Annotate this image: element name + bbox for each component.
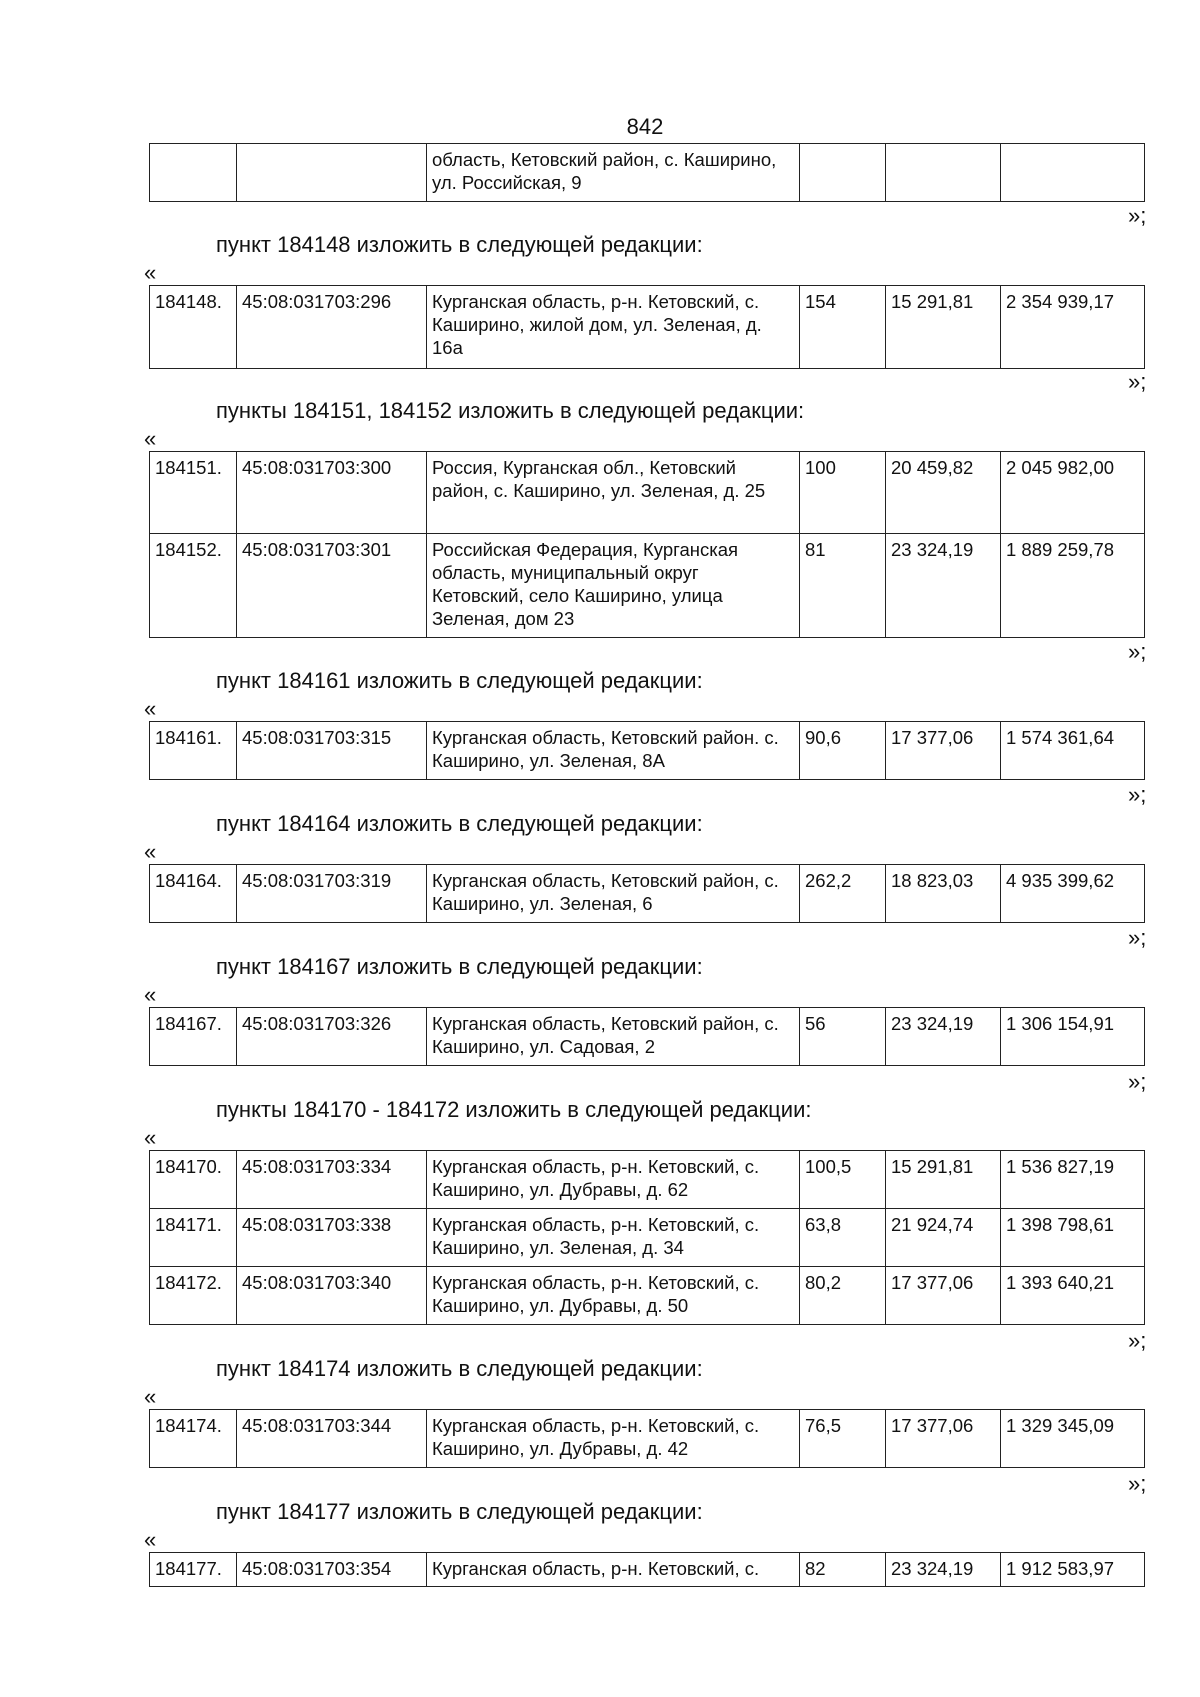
cell-number: [150, 144, 237, 202]
cell-area: 63,8: [800, 1209, 886, 1267]
cell-address: Курганская область, р-н. Кетовский, с. Каширино, ул. Дубравы, д. 50: [427, 1267, 800, 1325]
page-number: 842: [626, 114, 664, 139]
cell-number: 184152.: [150, 534, 237, 638]
cell-cost: 1 306 154,91: [1001, 1008, 1145, 1066]
cell-cadastral: 45:08:031703:344: [237, 1410, 427, 1468]
cell-area: 82: [800, 1553, 886, 1587]
cell-price: 21 924,74: [886, 1209, 1001, 1267]
cell-price: [886, 144, 1001, 202]
cell-number: 184174.: [150, 1410, 237, 1468]
cell-number: 184167.: [150, 1008, 237, 1066]
cell-number: 184177.: [150, 1553, 237, 1587]
cell-price: 17 377,06: [886, 722, 1001, 780]
amendment-intro: пункт 184167 изложить в следующей редакции:: [216, 954, 703, 979]
cell-number: 184172.: [150, 1267, 237, 1325]
cell-area: 56: [800, 1008, 886, 1066]
cell-cadastral: 45:08:031703:354: [237, 1553, 427, 1587]
cell-price: 17 377,06: [886, 1267, 1001, 1325]
cell-address: область, Кетовский район, с. Каширино, ул. Российская, 9: [427, 144, 800, 202]
amendment-table: [149, 864, 1145, 923]
amendment-intro: пункт 184177 изложить в следующей редакции:: [216, 1499, 703, 1524]
table-row: [150, 534, 1145, 638]
open-quote: «: [144, 260, 157, 285]
table-row: [150, 1267, 1145, 1325]
amendment-intro: пункт 184174 изложить в следующей редакции:: [216, 1356, 703, 1381]
open-quote: «: [144, 1527, 157, 1552]
cell-number: 184170.: [150, 1151, 237, 1209]
close-quote: »;: [1128, 203, 1147, 228]
cell-cadastral: 45:08:031703:301: [237, 534, 427, 638]
cell-price: 23 324,19: [886, 1008, 1001, 1066]
cell-cadastral: 45:08:031703:334: [237, 1151, 427, 1209]
amendment-intro: пункт 184148 изложить в следующей редакции:: [216, 232, 703, 257]
cell-area: 262,2: [800, 865, 886, 923]
cell-price: 20 459,82: [886, 452, 1001, 534]
cell-address: Курганская область, р-н. Кетовский, с. Каширино, ул. Дубравы, д. 62: [427, 1151, 800, 1209]
cell-price: 23 324,19: [886, 534, 1001, 638]
close-quote: »;: [1128, 925, 1147, 950]
cell-cadastral: 45:08:031703:319: [237, 865, 427, 923]
cell-cost: 4 935 399,62: [1001, 865, 1145, 923]
cell-area: 100: [800, 452, 886, 534]
open-quote: «: [144, 839, 157, 864]
cell-cadastral: 45:08:031703:340: [237, 1267, 427, 1325]
cell-cadastral: 45:08:031703:326: [237, 1008, 427, 1066]
amendment-table: [149, 1552, 1145, 1587]
amendment-intro: пункт 184161 изложить в следующей редакции:: [216, 668, 703, 693]
cell-address: Россия, Курганская обл., Кетовский район, с. Каширино, ул. Зеленая, д. 25: [427, 452, 800, 534]
cell-cost: 1 393 640,21: [1001, 1267, 1145, 1325]
cell-address: Курганская область, Кетовский район. с. Каширино, ул. Зеленая, 8А: [427, 722, 800, 780]
cell-address: Курганская область, р-н. Кетовский, с. Каширино, ул. Зеленая, д. 34: [427, 1209, 800, 1267]
cell-number: 184151.: [150, 452, 237, 534]
table-row: [150, 452, 1145, 534]
cell-price: 23 324,19: [886, 1553, 1001, 1587]
cell-cost: 1 889 259,78: [1001, 534, 1145, 638]
cell-address: Курганская область, Кетовский район, с. Каширино, ул. Садовая, 2: [427, 1008, 800, 1066]
cell-price: 15 291,81: [886, 1151, 1001, 1209]
table-row: [150, 286, 1145, 369]
close-quote: »;: [1128, 1328, 1147, 1353]
open-quote: «: [144, 426, 157, 451]
cell-area: 100,5: [800, 1151, 886, 1209]
cell-number: 184148.: [150, 286, 237, 369]
cell-area: 90,6: [800, 722, 886, 780]
continuation-table: [149, 143, 1145, 202]
cell-area: [800, 144, 886, 202]
cell-cost: 1 574 361,64: [1001, 722, 1145, 780]
cell-price: 18 823,03: [886, 865, 1001, 923]
open-quote: «: [144, 982, 157, 1007]
cell-price: 17 377,06: [886, 1410, 1001, 1468]
table-row: [150, 722, 1145, 780]
amendment-table: [149, 451, 1145, 638]
cell-cost: 1 329 345,09: [1001, 1410, 1145, 1468]
cell-cadastral: [237, 144, 427, 202]
cell-cost: 2 354 939,17: [1001, 286, 1145, 369]
close-quote: »;: [1128, 1471, 1147, 1496]
open-quote: «: [144, 696, 157, 721]
cell-cost: 1 536 827,19: [1001, 1151, 1145, 1209]
cell-cadastral: 45:08:031703:296: [237, 286, 427, 369]
cell-address: Курганская область, Кетовский район, с. Каширино, ул. Зеленая, 6: [427, 865, 800, 923]
close-quote: »;: [1128, 1069, 1147, 1094]
table-row: [150, 1410, 1145, 1468]
cell-cadastral: 45:08:031703:315: [237, 722, 427, 780]
table-row: [150, 144, 1145, 202]
amendment-table: [149, 1409, 1145, 1468]
amendment-table: [149, 1007, 1145, 1066]
cell-area: 154: [800, 286, 886, 369]
amendment-table: [149, 285, 1145, 369]
table-row: [150, 1553, 1145, 1587]
amendment-intro: пункт 184164 изложить в следующей редакции:: [216, 811, 703, 836]
cell-number: 184171.: [150, 1209, 237, 1267]
close-quote: »;: [1128, 369, 1147, 394]
close-quote: »;: [1128, 782, 1147, 807]
cell-address: Курганская область, р-н. Кетовский, с. Каширино, жилой дом, ул. Зеленая, д. 16а: [427, 286, 800, 369]
open-quote: «: [144, 1384, 157, 1409]
cell-area: 76,5: [800, 1410, 886, 1468]
amendment-table: [149, 721, 1145, 780]
cell-area: 81: [800, 534, 886, 638]
open-quote: «: [144, 1125, 157, 1150]
cell-cost: 1 912 583,97: [1001, 1553, 1145, 1587]
amendment-intro: пункты 184170 - 184172 изложить в следующей редакции:: [216, 1097, 812, 1122]
cell-cost: 1 398 798,61: [1001, 1209, 1145, 1267]
table-row: [150, 1209, 1145, 1267]
cell-number: 184161.: [150, 722, 237, 780]
cell-cost: 2 045 982,00: [1001, 452, 1145, 534]
table-row: [150, 865, 1145, 923]
cell-cadastral: 45:08:031703:338: [237, 1209, 427, 1267]
cell-cost: [1001, 144, 1145, 202]
cell-cadastral: 45:08:031703:300: [237, 452, 427, 534]
close-quote: »;: [1128, 639, 1147, 664]
cell-price: 15 291,81: [886, 286, 1001, 369]
cell-address: Российская Федерация, Курганская область, муниципальный округ Кетовский, село Каширино, улица Зеленая, дом 23: [427, 534, 800, 638]
cell-address: Курганская область, р-н. Кетовский, с. Каширино, ул. Дубравы, д. 42: [427, 1410, 800, 1468]
amendment-intro: пункты 184151, 184152 изложить в следующей редакции:: [216, 398, 805, 423]
amendment-table: [149, 1150, 1145, 1325]
table-row: [150, 1151, 1145, 1209]
table-row: [150, 1008, 1145, 1066]
cell-address: Курганская область, р-н. Кетовский, с.: [427, 1553, 800, 1587]
cell-area: 80,2: [800, 1267, 886, 1325]
cell-number: 184164.: [150, 865, 237, 923]
